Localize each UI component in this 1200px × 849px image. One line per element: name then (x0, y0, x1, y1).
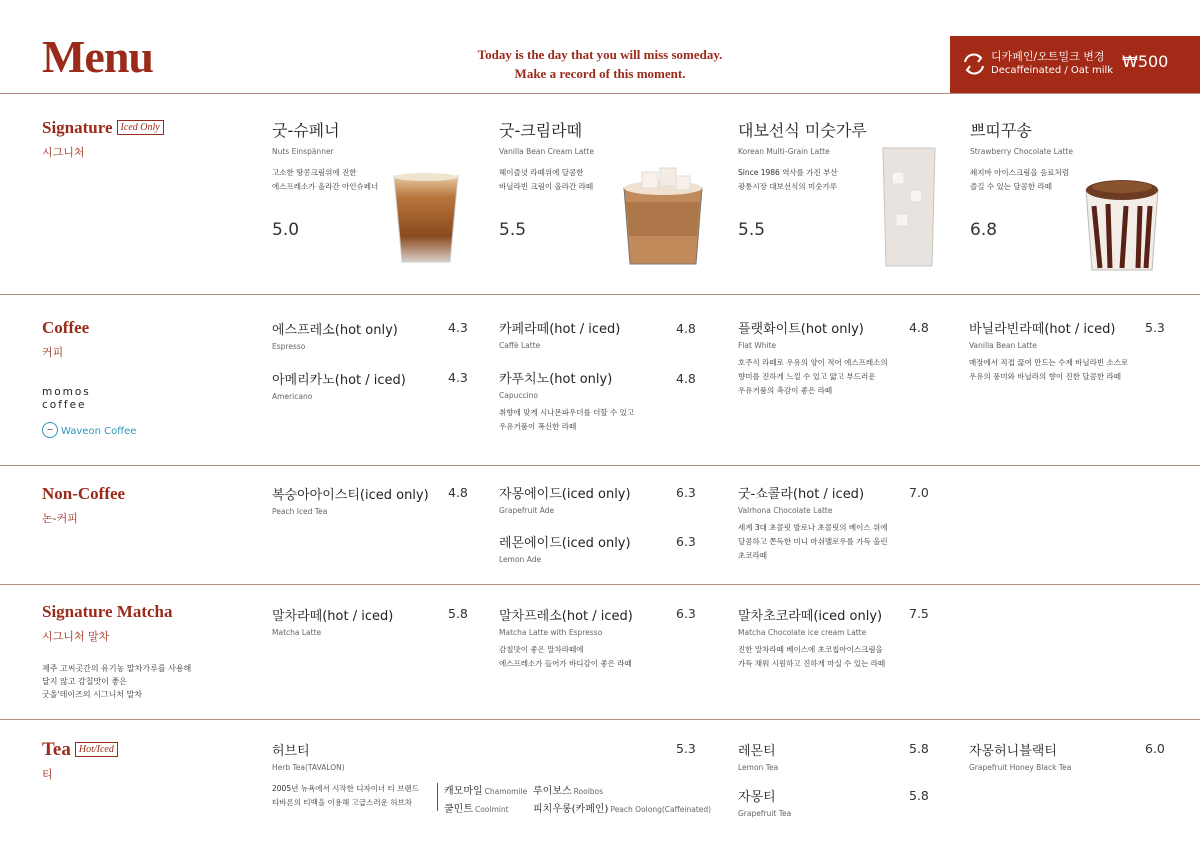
item-en-name: Caffè Latte (499, 341, 541, 350)
item-price: 4.8 (909, 320, 929, 335)
item-name: 말차초코라떼(iced only) (738, 609, 883, 624)
item-desc: 진한 말차라떼 베이스에 초코칩아이스크림을 (738, 645, 883, 654)
item-en-name: Lemon Ade (499, 555, 542, 564)
item-desc: 가득 채워 시원하고 진하게 마실 수 있는 라떼 (738, 659, 886, 668)
item-en-name: Valrhona Chocolate Latte (738, 506, 833, 515)
item-name: 쁘띠꾸송 (970, 121, 1032, 140)
item-name: 바닐라빈라떼(hot / iced) (969, 322, 1116, 337)
option-en: Rooibos (573, 787, 604, 796)
item-name: 레몬티 (738, 744, 776, 759)
option-en: Coolmint (474, 805, 509, 814)
tagline-line-1: Today is the day that you will miss someday. (477, 47, 723, 62)
item-price: 7.5 (909, 606, 929, 621)
signature-title (42, 118, 164, 138)
menu-item (499, 532, 631, 564)
item-price: 5.8 (909, 741, 929, 756)
item-en-name: Vanilla Bean Latte (969, 341, 1037, 350)
item-desc: 2005년 뉴욕에서 시작한 디자이너 티 브랜드 (272, 784, 419, 793)
item-name: 카푸치노(hot only) (499, 372, 613, 387)
item-price: 5.8 (909, 788, 929, 803)
herb-option (444, 782, 527, 797)
menu-item (272, 369, 406, 401)
herb-option (444, 800, 509, 815)
promo-label-ko: 디카페인/오트밀크 변경 (991, 50, 1105, 63)
matcha-desc: 달지 않고 감칠맛이 좋은 (42, 677, 127, 686)
item-desc: 초코라떼 (738, 551, 767, 560)
item-price: 6.3 (676, 606, 696, 621)
menu-item (272, 319, 398, 351)
hot-iced-tag: Hot/Iced (75, 742, 118, 757)
item-en-name: Capuccino (499, 391, 539, 400)
item-desc: 헤이즐넛 라떼위에 달콤한 (499, 168, 584, 177)
item-desc: 바닐라빈 크림이 올라간 라떼 (499, 182, 594, 191)
item-desc: 고소한 땅콩크림위에 진한 (272, 168, 357, 177)
item-desc: 에스프레소가 들어가 바디감이 좋은 라떼 (499, 659, 632, 668)
item-desc: 즐길 수 있는 달콤한 라떼 (970, 182, 1052, 191)
iced-only-tag: Iced Only (117, 120, 164, 135)
menu-item (738, 318, 888, 398)
item-desc: 달콤하고 쫀득한 미니 마쉬멜로우를 가득 올린 (738, 537, 888, 546)
promo-price: ₩500 (1122, 52, 1169, 71)
item-price: 5.3 (1145, 320, 1165, 335)
item-price: 6.0 (1145, 741, 1165, 756)
item-desc: 타바론의 티백을 이용해 고급스러운 허브차 (272, 798, 412, 807)
menu-item (499, 483, 631, 515)
item-price: 5.0 (272, 220, 300, 240)
item-en-name: Lemon Tea (738, 763, 779, 772)
signature-title-ko: 시그니처 (42, 146, 85, 159)
signature-item (272, 118, 378, 240)
item-name: 대보선식 미숫가루 (738, 121, 867, 140)
item-en-name: Grapefruit Honey Black Tea (969, 763, 1072, 772)
item-price: 5.5 (499, 220, 527, 240)
item-name: 자몽허니블랙티 (969, 744, 1057, 759)
item-desc: 우유거품이 폭신한 라떼 (499, 422, 577, 431)
item-price: 4.8 (448, 485, 468, 500)
item-desc: 호주식 라떼로 우유의 양이 적어 에스프레소의 (738, 358, 888, 367)
item-name: 에스프레소(hot only) (272, 323, 398, 338)
signature-item (738, 118, 867, 240)
waveon-logo-icon: ~ (42, 422, 58, 438)
item-desc: 향미를 진하게 느낄 수 있고 얇고 부드러운 (738, 372, 876, 381)
menu-item (499, 318, 620, 350)
item-desc: 매장에서 직접 끓여 만드는 수제 바닐라빈 소스로 (969, 358, 1129, 367)
item-price: 5.5 (738, 220, 766, 240)
menu-item (499, 605, 633, 671)
item-desc: 우유거품의 촉감이 좋은 라떼 (738, 386, 833, 395)
item-en-name: Espresso (272, 342, 306, 351)
item-price: 5.8 (448, 606, 468, 621)
noncoffee-title-ko: 논-커피 (42, 512, 78, 525)
item-en-name: Grapefruit Tea (738, 809, 792, 818)
waveon-logo-text: Waveon Coffee (61, 426, 137, 437)
option-en: Peach Oolong(Caffeinated) (610, 805, 712, 814)
item-en-name: Herb Tea(TAVALON) (272, 763, 345, 772)
noncoffee-title: Non-Coffee (42, 484, 126, 503)
cream-latte-drink-image (620, 166, 706, 268)
item-desc: 쇄지바 아이스크림을 음료처럼 (970, 168, 1069, 177)
decaf-oatmilk-promo (950, 36, 1200, 93)
item-name: 말차프레소(hot / iced) (499, 609, 633, 624)
tea-title-ko: 티 (42, 768, 53, 781)
item-price: 6.3 (676, 534, 696, 549)
matcha-desc: 제주 고씨곳간의 유기농 말차가루를 사용해 (42, 664, 192, 673)
item-name: 자몽티 (738, 790, 776, 805)
matcha-title-ko: 시그니처 말차 (42, 630, 110, 643)
item-desc: 우유의 풍미와 바닐라의 향이 진한 달콤한 라떼 (969, 372, 1121, 381)
menu-item (272, 740, 419, 810)
option-ko: 피치우롱(카페인) (533, 804, 609, 815)
option-ko: 쿨민트 (444, 804, 473, 815)
divider (0, 93, 1200, 94)
divider (0, 294, 1200, 295)
coffee-title: Coffee (42, 318, 90, 337)
menu-item (499, 368, 634, 434)
item-name: 굿-크림라떼 (499, 121, 583, 140)
menu-item (738, 786, 791, 818)
matcha-title: Signature Matcha (42, 602, 173, 621)
einspanner-drink-image (388, 172, 464, 268)
item-name: 복숭아아이스티(iced only) (272, 488, 429, 503)
item-price: 7.0 (909, 485, 929, 500)
item-price: 5.3 (676, 741, 696, 756)
matcha-desc: 굿올'데이즈의 시그니처 말차 (42, 690, 143, 699)
item-desc: 세계 3대 초콜릿 발로나 초콜릿의 베이스 위에 (738, 523, 888, 532)
item-desc: 감칠맛이 좋은 말차라떼에 (499, 645, 584, 654)
multigrain-latte-drink-image (880, 144, 938, 270)
item-en-name: Grapefruit Ade (499, 506, 555, 515)
signature-title-text: Signature (42, 118, 113, 137)
option-ko: 캐모마일 (444, 786, 483, 797)
matcha-section-label (42, 602, 191, 701)
item-name: 허브티 (272, 744, 310, 759)
item-price: 4.8 (676, 321, 696, 336)
item-desc: Since 1986 역사를 가진 부산 (738, 168, 838, 177)
menu-item (272, 484, 429, 516)
tagline-line-2: Make a record of this moment. (514, 66, 686, 81)
herb-option (533, 782, 603, 797)
herb-option (533, 800, 711, 815)
signature-section-label (42, 118, 164, 160)
item-desc: 에스프레소가 올라간 아인슈페너 (272, 182, 379, 191)
promo-label-en: Decaffeinated / Oat milk (991, 65, 1114, 76)
divider (437, 783, 438, 811)
item-name: 말차라떼(hot / iced) (272, 609, 394, 624)
option-ko: 루이보스 (533, 786, 572, 797)
item-price: 4.8 (676, 371, 696, 386)
item-desc: 취향에 맞게 시나몬파우더를 더할 수 있고 (499, 408, 635, 417)
item-en-name: Americano (272, 392, 313, 401)
item-en-name: Vanilla Bean Cream Latte (499, 147, 594, 156)
waveon-coffee-logo (42, 419, 136, 438)
menu-item (738, 740, 778, 772)
item-en-name: Nuts Einspänner (272, 147, 334, 156)
coffee-title-ko: 커피 (42, 346, 64, 359)
tea-title (42, 739, 118, 761)
divider (0, 584, 1200, 585)
item-en-name: Strawberry Chocolate Latte (970, 147, 1073, 156)
signature-item (970, 118, 1073, 240)
momos-logo-line-1: momos (42, 386, 91, 398)
strawberry-chocolate-drink-image (1082, 176, 1162, 272)
signature-item (499, 118, 594, 240)
item-name: 카페라떼(hot / iced) (499, 322, 621, 337)
item-en-name: Korean Multi-Grain Latte (738, 147, 830, 156)
tagline (440, 45, 760, 83)
item-price: 6.3 (676, 485, 696, 500)
item-en-name: Flat White (738, 341, 777, 350)
item-name: 자몽에이드(iced only) (499, 487, 631, 502)
menu-item (969, 740, 1071, 772)
momos-coffee-logo (42, 386, 91, 412)
divider (0, 465, 1200, 466)
momos-logo-line-2: coffee (42, 399, 87, 411)
menu-item (738, 483, 888, 563)
menu-item (272, 605, 393, 637)
item-name: 굿-슈페너 (272, 121, 340, 140)
item-price: 4.3 (448, 320, 468, 335)
item-en-name: Matcha Latte with Espresso (499, 628, 603, 637)
tea-title-text: Tea (42, 739, 71, 760)
item-desc: 광통시장 대보선식의 미숫가루 (738, 182, 837, 191)
item-name: 레몬에이드(iced only) (499, 536, 631, 551)
tea-section-label (42, 739, 118, 782)
item-name: 굿-쇼콜라(hot / iced) (738, 487, 865, 502)
option-en: Chamomile (484, 787, 528, 796)
item-en-name: Matcha Chocolate ice cream Latte (738, 628, 867, 637)
item-en-name: Matcha Latte (272, 628, 322, 637)
menu-item (969, 318, 1128, 384)
refresh-icon (960, 50, 988, 78)
menu-title: Menu (42, 31, 153, 82)
item-price: 6.8 (970, 220, 998, 240)
divider (0, 719, 1200, 720)
item-price: 4.3 (448, 370, 468, 385)
coffee-section-label (42, 318, 89, 360)
item-name: 플랫화이트(hot only) (738, 322, 864, 337)
menu-item (738, 605, 885, 671)
item-name: 아메리카노(hot / iced) (272, 373, 406, 388)
noncoffee-section-label (42, 484, 125, 526)
item-en-name: Peach Iced Tea (272, 507, 328, 516)
